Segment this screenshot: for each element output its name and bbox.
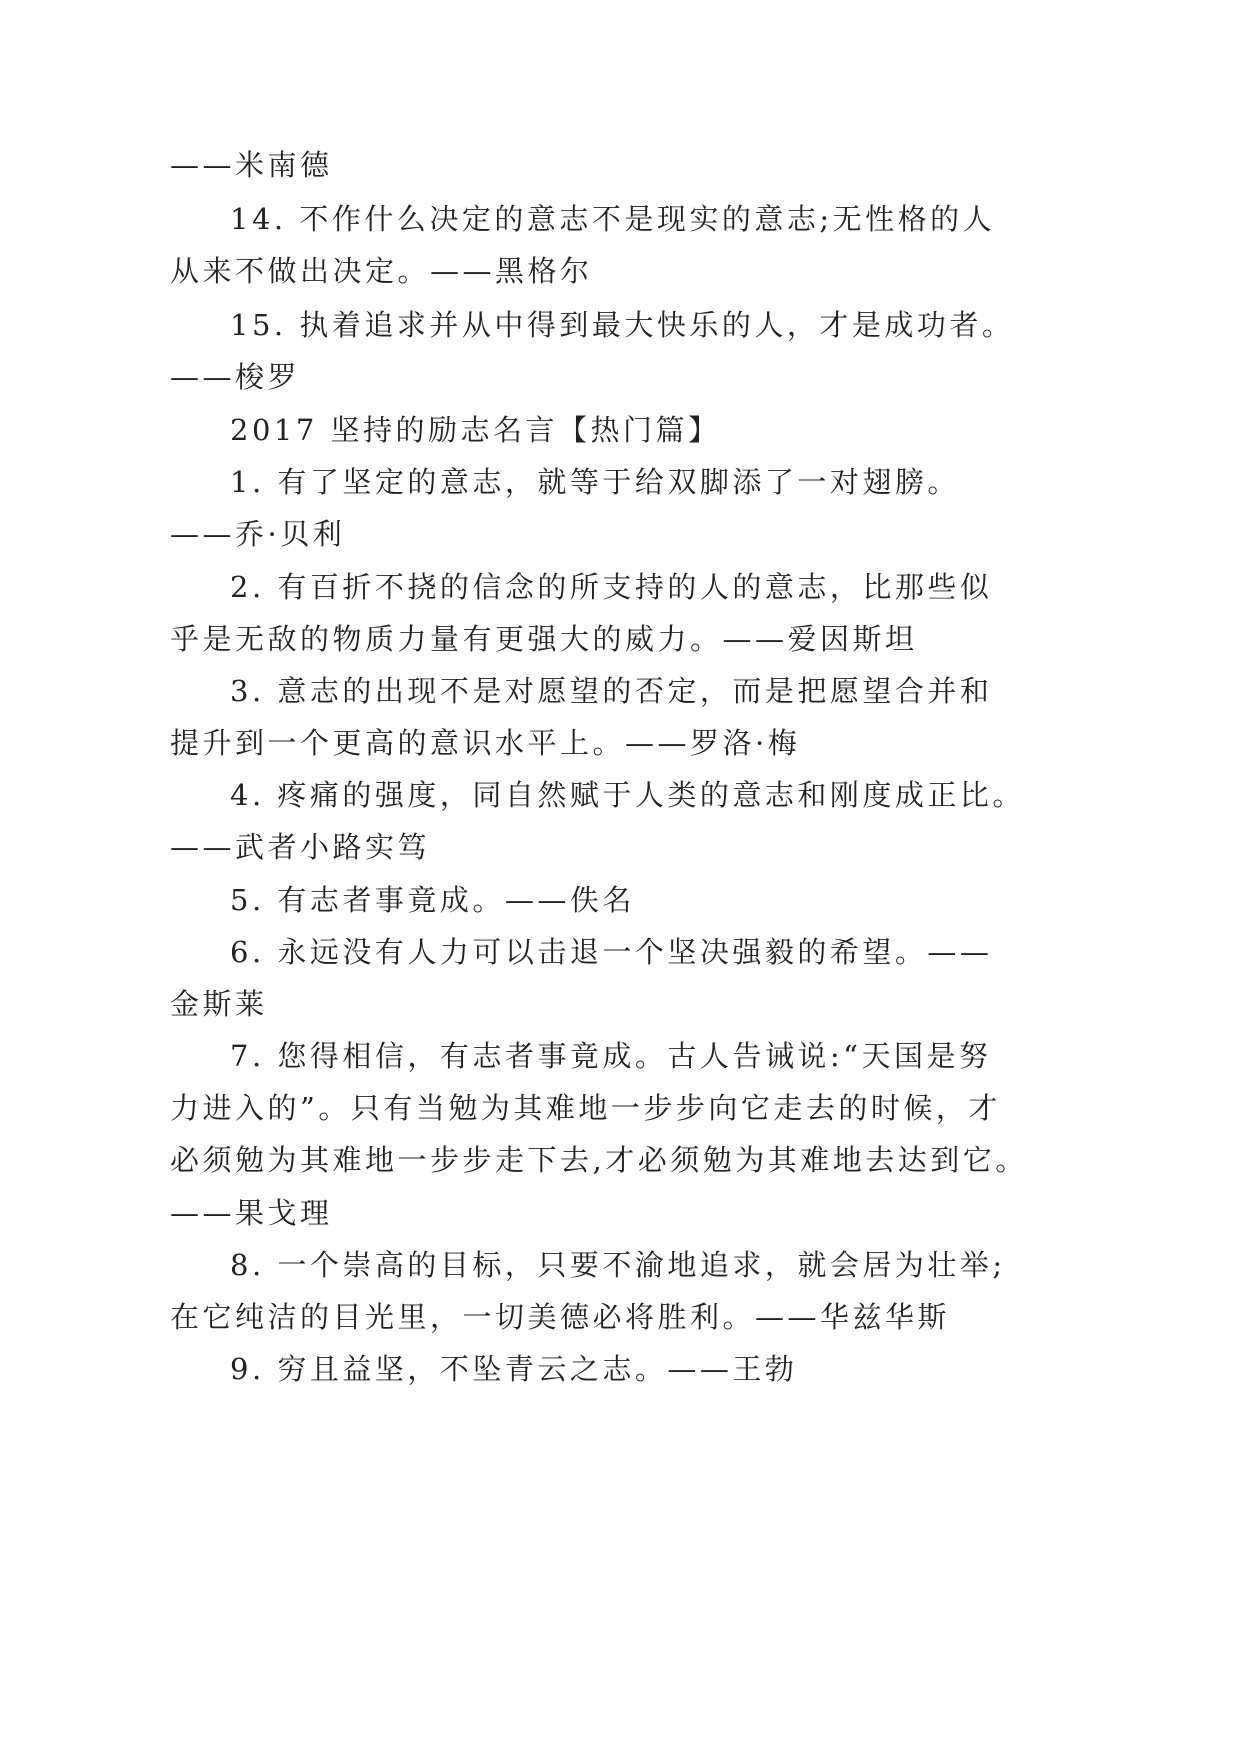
section-heading: 2017 坚持的励志名言【热门篇】	[230, 413, 721, 447]
text-line: 提升到一个更高的意识水平上。——罗洛·梅	[170, 726, 801, 760]
text-line: ——米南德	[170, 148, 333, 182]
text-line: 9. 穷且益坚，不坠青云之志。——王勃	[230, 1352, 798, 1386]
text-line: 从来不做出决定。——黑格尔	[170, 254, 593, 288]
text-line: 7. 您得相信，有志者事竟成。古人告诫说:“天国是努	[230, 1039, 992, 1073]
text-line: 3. 意志的出现不是对愿望的否定，而是把愿望合并和	[230, 674, 993, 708]
text-line: ——果戈理	[170, 1196, 333, 1230]
text-line: 14. 不作什么决定的意志不是现实的意志;无性格的人	[230, 202, 996, 236]
text-line: 2. 有百折不挠的信念的所支持的人的意志，比那些似	[230, 570, 993, 604]
text-line: 在它纯洁的目光里，一切美德必将胜利。——华兹华斯	[170, 1300, 951, 1334]
text-line: ——梭罗	[170, 360, 301, 394]
text-line: ——武者小路实笃	[170, 830, 431, 864]
text-line: 4. 疼痛的强度，同自然赋于人类的意志和刚度成正比。	[230, 778, 1025, 812]
text-line: 金斯莱	[170, 987, 268, 1021]
text-line: 乎是无敌的物质力量有更强大的威力。——爱因斯坦	[170, 622, 918, 656]
text-line: 力进入的”。只有当勉为其难地一步步向它走去的时候，才	[170, 1091, 1001, 1125]
text-line: 6. 永远没有人力可以击退一个坚决强毅的希望。——	[230, 935, 993, 969]
text-line: 8. 一个崇高的目标，只要不渝地追求，就会居为壮举;	[230, 1248, 1006, 1282]
text-line: 1. 有了坚定的意志，就等于给双脚添了一对翅膀。	[230, 465, 960, 499]
text-line: ——乔·贝利	[170, 517, 346, 551]
text-line: 15. 执着追求并从中得到最大快乐的人，才是成功者。	[230, 308, 1015, 342]
text-line: 必须勉为其难地一步步走下去,才必须勉为其难地去达到它。	[170, 1143, 1028, 1177]
text-line: 5. 有志者事竟成。——佚名	[230, 883, 635, 917]
